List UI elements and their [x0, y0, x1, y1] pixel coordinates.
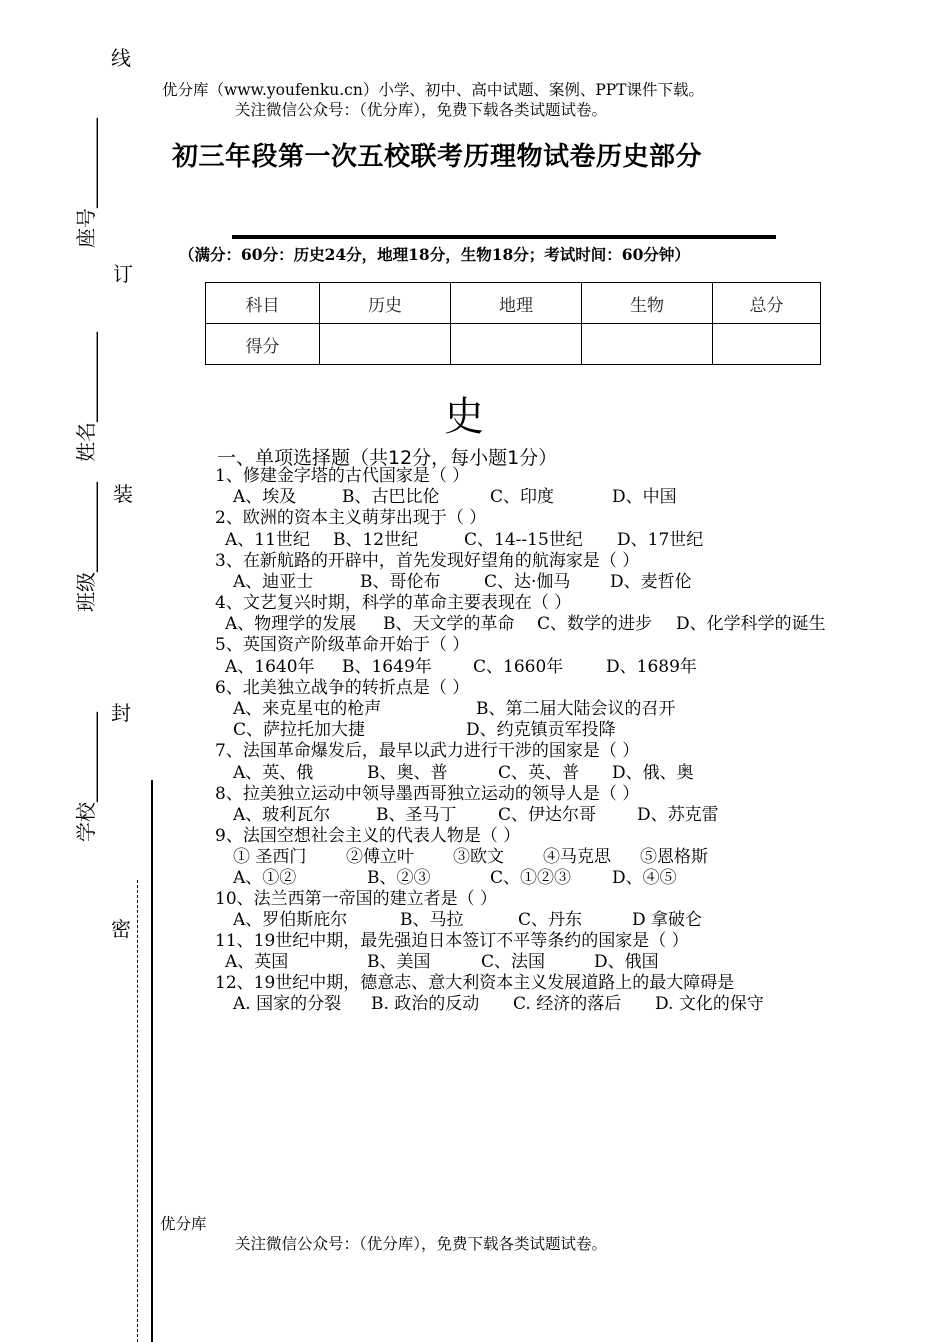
question-9-item-5: ⑤恩格斯	[640, 847, 708, 867]
question-2-option-c: C、14--15世纪	[464, 530, 583, 550]
binding-solid-line	[151, 780, 153, 1342]
question-9-option-b: B、②③	[367, 868, 431, 888]
question-8-option-c: C、伊达尔哥	[498, 805, 597, 825]
name-field	[70, 332, 99, 462]
question-10-option-c: C、丹东	[518, 910, 583, 930]
question-4-option-c: C、数学的进步	[537, 614, 653, 634]
question-11-option-a: A、英国	[225, 952, 289, 972]
question-1-stem: 1、修建金字塔的古代国家是（ ）	[215, 466, 470, 486]
score-cell-geography	[451, 324, 582, 365]
question-7-option-d: D、俄、奥	[612, 763, 694, 783]
header-line-1: 优分库（www.youfenku.cn）小学、初中、高中试题、案例、PPT课件下载。	[162, 81, 705, 99]
school-label: 学校	[74, 802, 98, 842]
question-10-option-b: B、马拉	[400, 910, 464, 930]
question-7-option-a: A、英、俄	[233, 763, 314, 783]
question-8-stem: 8、拉美独立运动中领导墨西哥独立运动的领导人是（ ）	[215, 784, 640, 804]
question-5-option-a: A、1640年	[225, 657, 315, 677]
question-8-option-a: A、玻利瓦尔	[233, 805, 331, 825]
question-10-option-a: A、罗伯斯庇尔	[233, 910, 348, 930]
question-6-option-d: D、约克镇贡军投降	[466, 720, 616, 740]
section-title: 一、单项选择题（共12分，每小题1分）	[217, 447, 558, 469]
question-3-option-b: B、哥伦布	[360, 572, 441, 592]
question-7-option-c: C、英、普	[498, 763, 580, 783]
score-cell-biology	[582, 324, 713, 365]
question-3-stem: 3、在新航路的开辟中，首先发现好望角的航海家是（ ）	[215, 551, 640, 571]
question-9-item-3: ③欧文	[453, 847, 504, 867]
question-11-option-d: D、俄国	[594, 952, 659, 972]
question-12-option-b: B. 政治的反动	[371, 994, 480, 1014]
seat-number-label: 座号	[74, 208, 98, 248]
binding-dashed-line	[137, 880, 138, 1342]
question-6-option-c: C、萨拉托加大捷	[233, 720, 366, 740]
question-2-option-a: A、11世纪	[225, 530, 310, 550]
score-header-total: 总分	[713, 283, 821, 324]
question-1-option-d: D、中国	[612, 487, 677, 507]
class-blank: _________	[74, 482, 98, 572]
school-field	[70, 712, 99, 842]
question-1-option-a: A、埃及	[233, 487, 297, 507]
question-5-option-d: D、1689年	[606, 657, 697, 677]
header-line-2: 关注微信公众号：（优分库），免费下载各类试题试卷。	[235, 101, 608, 119]
question-9-item-1: ① 圣西门	[233, 847, 307, 867]
question-2-option-b: B、12世纪	[333, 530, 419, 550]
score-table	[205, 282, 821, 365]
question-3-option-a: A、迪亚士	[233, 572, 314, 592]
question-5-option-b: B、1649年	[342, 657, 432, 677]
question-6-option-b: B、第二届大陆会议的召开	[476, 699, 676, 719]
binding-char-feng: 封	[111, 701, 131, 725]
school-blank: _________	[74, 712, 98, 802]
question-1-option-c: C、印度	[490, 487, 555, 507]
score-header-subject: 科目	[206, 283, 320, 324]
question-12-option-d: D. 文化的保守	[655, 994, 764, 1014]
question-12-stem: 12、19世纪中期，德意志、意大利资本主义发展道路上的最大障碍是	[215, 973, 735, 993]
question-4-option-a: A、物理学的发展	[225, 614, 357, 634]
question-11-option-c: C、法国	[481, 952, 546, 972]
question-4-option-d: D、化学科学的诞生	[676, 614, 826, 634]
score-row-label: 得分	[206, 324, 320, 365]
question-5-stem: 5、英国资产阶级革命开始于（ ）	[215, 635, 470, 655]
footer-left-text: 优分库	[160, 1215, 207, 1233]
binding-char-mi: 密	[111, 917, 131, 941]
seat-number-blank: _________	[74, 118, 98, 208]
question-12-option-a: A. 国家的分裂	[233, 994, 342, 1014]
question-9-stem: 9、法国空想社会主义的代表人物是（ ）	[215, 826, 521, 846]
question-3-option-d: D、麦哲伦	[610, 572, 692, 592]
question-11-stem: 11、19世纪中期，最先强迫日本签订不平等条约的国家是（ ）	[215, 931, 689, 951]
name-blank: _________	[74, 332, 98, 422]
question-4-option-b: B、天文学的革命	[383, 614, 515, 634]
footer-text: 关注微信公众号：（优分库），免费下载各类试题试卷。	[235, 1235, 608, 1253]
binding-char-xian: 线	[111, 46, 131, 70]
question-7-stem: 7、法国革命爆发后，最早以武力进行干涉的国家是（ ）	[215, 741, 640, 761]
question-10-stem: 10、法兰西第一帝国的建立者是（ ）	[215, 889, 498, 909]
question-8-option-d: D、苏克雷	[637, 805, 719, 825]
question-9-option-a: A、①②	[233, 868, 297, 888]
score-cell-history	[320, 324, 451, 365]
subject-heading: 史	[444, 394, 484, 440]
class-label: 班级	[74, 572, 98, 612]
question-2-stem: 2、欧洲的资本主义萌芽出现于（ ）	[215, 508, 487, 528]
score-table-row	[206, 324, 821, 365]
score-header-history: 历史	[320, 283, 451, 324]
question-9-item-2: ②傅立叶	[346, 847, 414, 867]
question-8-option-b: B、圣马丁	[376, 805, 457, 825]
question-9-option-c: C、①②③	[490, 868, 572, 888]
question-6-stem: 6、北美独立战争的转折点是（ ）	[215, 678, 470, 698]
binding-char-ding: 订	[113, 262, 133, 286]
question-12-option-c: C. 经济的落后	[513, 994, 622, 1014]
score-header-geography: 地理	[451, 283, 582, 324]
binding-char-zhuang: 装	[113, 482, 133, 506]
question-3-option-c: C、达·伽马	[484, 572, 571, 592]
score-info: （满分：60分：历史24分，地理18分，生物18分；考试时间：60分钟）	[179, 245, 690, 264]
score-table-header-row	[206, 283, 821, 324]
score-header-biology: 生物	[582, 283, 713, 324]
question-4-stem: 4、文艺复兴时期，科学的革命主要表现在（ ）	[215, 593, 572, 613]
question-9-option-d: D、④⑤	[612, 868, 677, 888]
question-7-option-b: B、奥、普	[367, 763, 448, 783]
page-title: 初三年段第一次五校联考历理物试卷历史部分	[172, 142, 703, 172]
title-rule	[232, 235, 776, 239]
seat-number-field	[70, 118, 99, 248]
name-label: 姓名	[74, 422, 98, 462]
question-9-item-4: ④马克思	[543, 847, 611, 867]
question-1-option-b: B、古巴比伦	[342, 487, 440, 507]
score-cell-total	[713, 324, 821, 365]
question-2-option-d: D、17世纪	[617, 530, 704, 550]
question-5-option-c: C、1660年	[473, 657, 564, 677]
question-6-option-a: A、来克星屯的枪声	[233, 699, 382, 719]
question-11-option-b: B、美国	[367, 952, 431, 972]
class-field	[70, 482, 99, 612]
question-10-option-d: D 拿破仑	[632, 910, 703, 930]
